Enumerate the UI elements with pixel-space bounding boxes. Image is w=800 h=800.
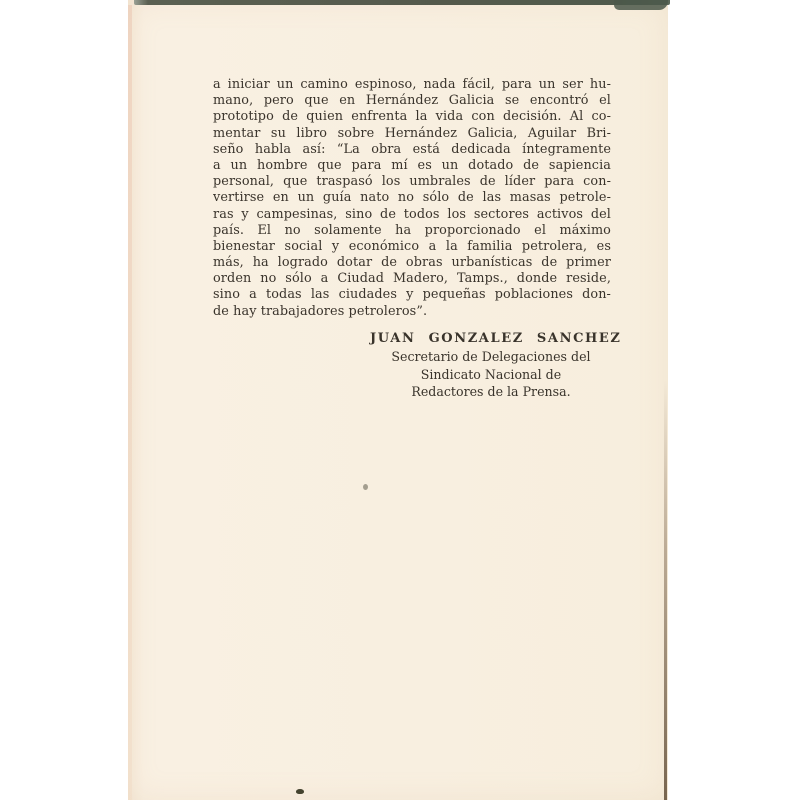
attribution-title-line: Sindicato Nacional de: [420, 366, 562, 382]
ink-speck: [296, 789, 304, 794]
attribution-name: JUAN GONZALEZ SANCHEZ: [370, 331, 622, 346]
book-top-edge-shadow: [614, 0, 668, 10]
text-line: de hay trabajadores petroleros”.: [213, 303, 428, 319]
text-line: vertirse en un guía nato no sólo de las masas petrole-: [213, 190, 611, 206]
page-left-edge: [128, 5, 132, 800]
book-top-edge: [134, 0, 670, 5]
text-line: personal, que traspasó los umbrales de líder para con-: [213, 174, 611, 190]
body-text-block: [213, 77, 611, 320]
text-line: prototipo de quien enfrenta la vida con decisión. Al co-: [213, 109, 611, 125]
text-line: país. El no solamente ha proporcionado el máximo: [213, 222, 611, 238]
text-line: sino a todas las ciudades y pequeñas poblaciones don-: [213, 287, 611, 303]
text-line: mentar su libro sobre Hernández Galicia, Aguilar Bri-: [213, 125, 611, 141]
text-line: bienestar social y económico a la familia petrolera, es: [213, 238, 611, 254]
text-line: a iniciar un camino espinoso, nada fácil, para un ser hu-: [213, 77, 611, 92]
text-line: orden no sólo a Ciudad Madero, Tamps., donde reside,: [213, 271, 611, 287]
text-line: más, ha logrado dotar de obras urbanísticas de primer: [213, 255, 611, 271]
page-right-edge: [664, 380, 667, 800]
text-line: mano, pero que en Hernández Galicia se encontró el: [213, 93, 611, 109]
text-line: a un hombre que para mí es un dotado de sapiencia: [213, 157, 611, 173]
attribution-block: [370, 330, 622, 401]
ink-speck: [363, 484, 368, 490]
attribution-title-line: Redactores de la Prensa.: [411, 384, 571, 400]
text-line: seño habla así: “La obra está dedicada íntegramente: [213, 141, 611, 157]
attribution-title-line: Secretario de Delegaciones del: [391, 349, 591, 365]
text-line: ras y campesinas, sino de todos los sectores activos del: [213, 206, 611, 222]
